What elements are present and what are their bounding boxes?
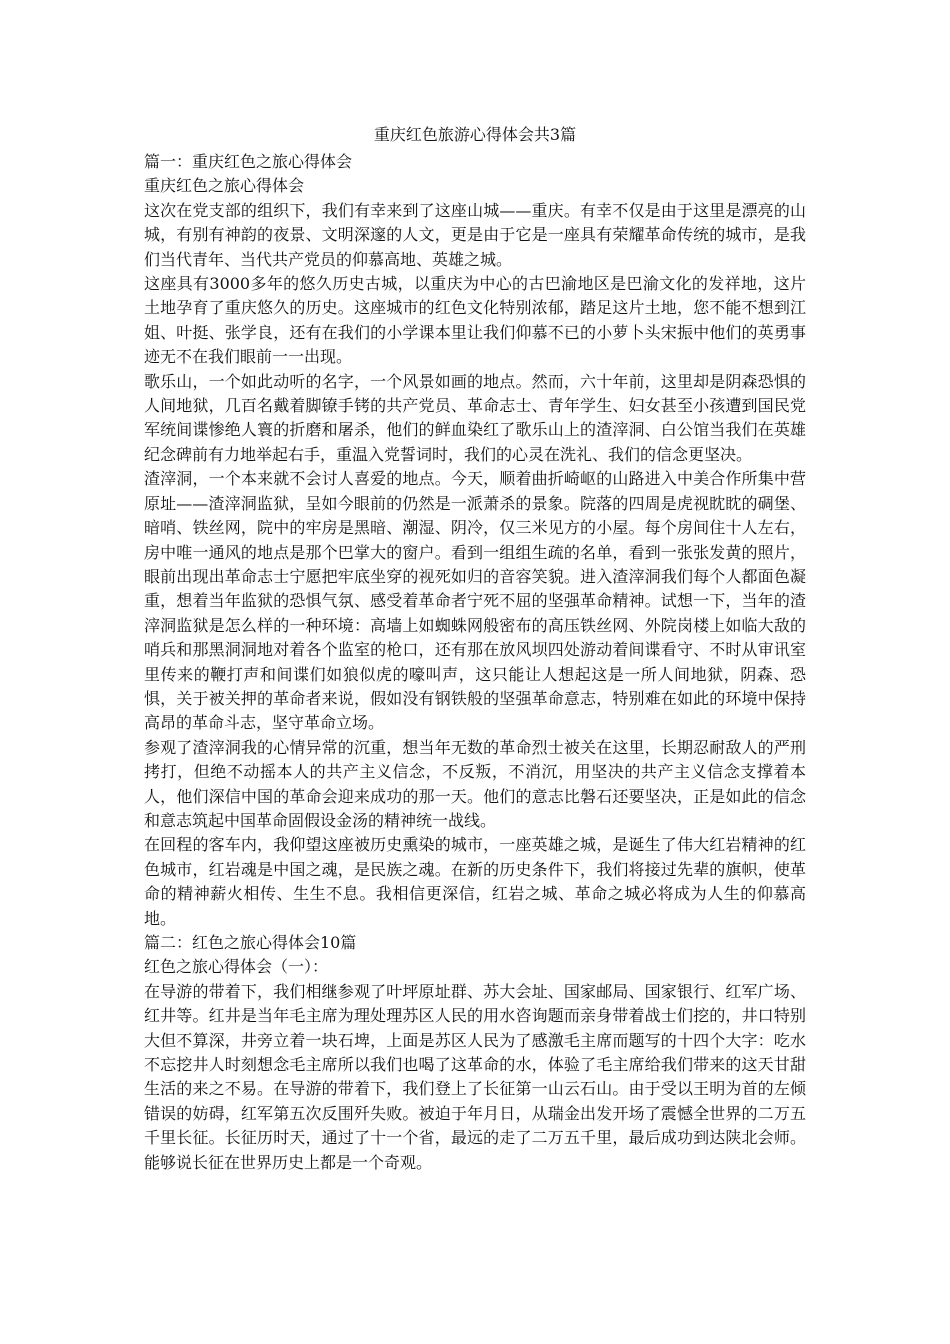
document-title: 重庆红色旅游心得体会共3篇 [373,125,577,144]
article-title-1: 重庆红色之旅心得体会 [144,176,305,196]
paragraph: 歌乐山，一个如此动听的名字，一个风景如画的地点。然而，六十年前，这里却是阴森恐惧的人间地狱，几百名戴着脚镣手铐的共产党员、革命志士、青年学生、妇女甚至小孩遭到国民党军统间谍惨绝人寰的折磨和屠杀，他们的鲜血染红了歌乐山上的渣滓洞、白公馆当我们在英雄纪念碑前有力地举起右手，重温入党誓词时，我们的心灵在洗礼、我们的信念更坚决。 [144,371,806,464]
paragraph: 这座具有3000多年的悠久历史古城，以重庆为中心的古巴渝地区是巴渝文化的发祥地，这片土地孕育了重庆悠久的历史。这座城市的红色文化特别浓郁，踏足这片土地，您不能不想到江姐、叶挺、张学良，还有在我们的小学课本里让我们仰慕不已的小萝卜头宋振中他们的英勇事迹无不在我们眼前一一出现。 [144,274,806,367]
paragraph: 在回程的客车内，我仰望这座被历史熏染的城市，一座英雄之城，是诞生了伟大红岩精神的红色城市，红岩魂是中国之魂，是民族之魂。在新的历史条件下，我们将接过先辈的旗帜，使革命的精神薪火相传、生生不息。我相信更深信，红岩之城、革命之城必将成为人生的仰慕高地。 [144,835,806,928]
paragraph: 在导游的带着下，我们相继参观了叶坪原址群、苏大会址、国家邮局、国家银行、红军广场、红井等。红井是当年毛主席为理处理苏区人民的用水咨询题而亲身带着战士们挖的，井口特别大但不算深，井旁立着一块石埤，上面是苏区人民为了感激毛主席而题写的十四个大字：吃水不忘挖井人时刻想念毛主席所以我们也喝了这革命的水，体验了毛主席给我们带来的这天甘甜生活的来之不易。在导游的带着下，我们登上了长征第一山云石山。由于受以王明为首的左倾错误的妨碍，红军第五次反围歼失败。被迫于年月日，从瑞金出发开场了震憾全世界的二万五千里长征。长征历时天，通过了十一个省，最远的走了二万五千里，最后成功到达陕北会师。能够说长征在世界历史上都是一个奇观。 [144,981,806,1172]
paragraph: 参观了渣滓洞我的心情异常的沉重，想当年无数的革命烈士被关在这里，长期忍耐敌人的严刑拷打，但绝不动摇本人的共产主义信念，不反叛，不消沉，用坚决的共产主义信念支撑着本人，他们深信中国的革命会迎来成功的那一天。他们的意志比磐石还要坚决，正是如此的信念和意志筑起中国革命固假设金汤的精神统一战线。 [144,737,806,830]
section-heading-2: 篇二：红色之旅心得体会10篇 [144,933,357,952]
section-heading-1: 篇一：重庆红色之旅心得体会 [144,152,353,171]
paragraph: 渣滓洞，一个本来就不会讨人喜爱的地点。今天，顺着曲折崎岖的山路进入中美合作所集中营原址——渣滓洞监狱，呈如今眼前的仍然是一派萧杀的景象。院落的四周是虎视眈眈的碉堡、暗哨、铁丝网，院中的牢房是黑暗、潮湿、阴冷，仅三米见方的小屋。每个房间住十人左右，房中唯一通风的地点是那个巴掌大的窗户。看到一组组生疏的名单，看到一张张发黄的照片，眼前出现出革命志士宁愿把牢底坐穿的视死如归的音容笑貌。进入渣滓洞我们每个人都面色凝重，想着当年监狱的恐惧气氛、感受着革命者宁死不屈的坚强革命精神。试想一下，当年的渣滓洞监狱是怎么样的一种环境：高墙上如蜘蛛网般密布的高压铁丝网、外院岗楼上如临大敌的哨兵和那黑洞洞地对着各个监室的枪口，还有那在放风坝四处游动着间谍看守、不时从审讯室里传来的鞭打声和间谍们如狼似虎的嚎叫声，这只能让人想起这是一所人间地狱，阴森、恐惧，关于被关押的革命者来说，假如没有钢铁般的坚强革命意志，特别难在如此的环境中保持高昂的革命斗志，坚守革命立场。 [144,469,806,733]
document-body [144,150,806,1175]
article-title-2: 红色之旅心得体会（一）： [144,957,329,977]
paragraph: 这次在党支部的组织下，我们有幸来到了这座山城——重庆。有幸不仅是由于这里是漂亮的山城，有别有神韵的夜景、文明深邃的人文，更是由于它是一座具有荣耀革命传统的城市，是我们当代青年、当代共产党员的仰慕高地、英雄之城。 [144,200,806,269]
